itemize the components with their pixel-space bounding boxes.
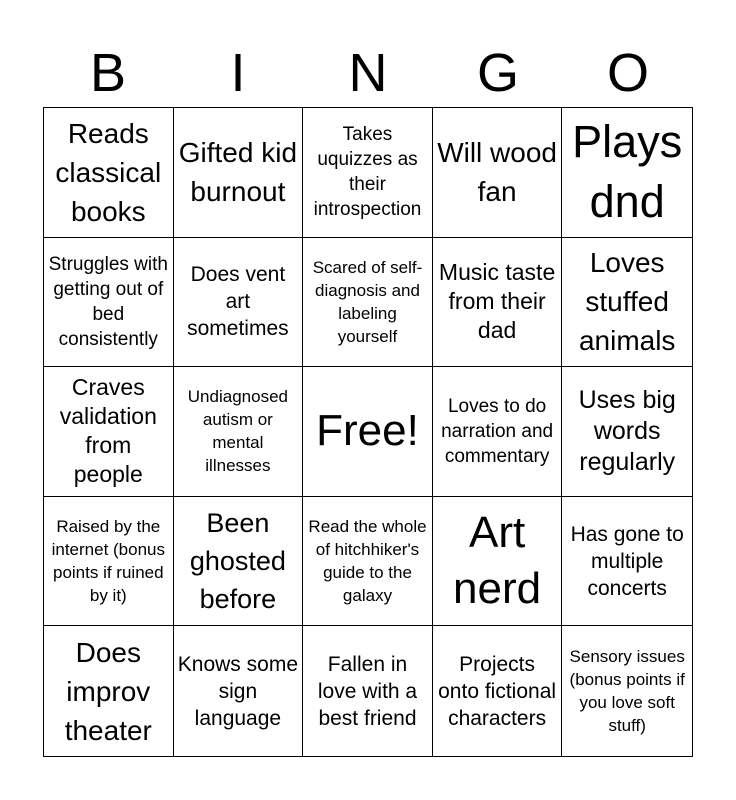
bingo-cell-2-1[interactable]: [44, 238, 174, 368]
bingo-cell-3-2[interactable]: [174, 367, 304, 497]
header-letter-b: B: [89, 43, 127, 103]
cell-text: Been ghosted before: [189, 508, 286, 615]
cell-text: Sensory issues (bonus points if you love soft stuff): [569, 647, 685, 736]
cell-text: Uses big words regularly: [578, 385, 676, 476]
bingo-cell-4-2[interactable]: [174, 497, 304, 627]
cell-text: Art nerd: [453, 508, 542, 614]
cell-text: Does vent art sometimes: [187, 263, 289, 341]
bingo-board: [43, 107, 693, 757]
bingo-cell-5-2[interactable]: [174, 626, 304, 756]
bingo-cell-2-3[interactable]: [303, 238, 433, 368]
cell-text: Loves to do narration and commentary: [441, 395, 554, 467]
bingo-cell-1-2[interactable]: [174, 108, 304, 238]
bingo-cell-1-4[interactable]: [433, 108, 563, 238]
header-letter-i: I: [230, 43, 246, 103]
cell-text: Gifted kid burnout: [178, 137, 298, 208]
header-letter-o: O: [606, 43, 649, 103]
cell-text: Fallen in love with a best friend: [317, 652, 418, 730]
cell-text: Does improv theater: [64, 636, 152, 746]
bingo-cell-4-1[interactable]: [44, 497, 174, 627]
bingo-cell-1-3[interactable]: [303, 108, 433, 238]
cell-text: Raised by the internet (bonus points if ruined by it): [51, 517, 165, 606]
bingo-cell-5-4[interactable]: [433, 626, 563, 756]
bingo-cell-3-5[interactable]: [562, 367, 692, 497]
bingo-cell-4-5[interactable]: [562, 497, 692, 627]
bingo-cell-2-2[interactable]: [174, 238, 304, 368]
bingo-cell-5-5[interactable]: [562, 626, 692, 756]
bingo-header: [43, 40, 693, 106]
cell-text: Reads classical books: [55, 117, 162, 227]
cell-text: Read the whole of hitchhiker's guide to the galaxy: [308, 517, 427, 606]
bingo-cell-5-3[interactable]: [303, 626, 433, 756]
bingo-cell-3-1[interactable]: [44, 367, 174, 497]
bingo-cell-4-4[interactable]: [433, 497, 563, 627]
bingo-cell-5-1[interactable]: [44, 626, 174, 756]
bingo-cell-2-4[interactable]: [433, 238, 563, 368]
cell-text: Projects onto fictional characters: [438, 652, 557, 730]
bingo-cell-1-1[interactable]: [44, 108, 174, 238]
cell-text: Takes uquizzes as their introspection: [313, 124, 422, 221]
bingo-cell-2-5[interactable]: [562, 238, 692, 368]
cell-text: Craves validation from people: [59, 374, 157, 488]
cell-text: Knows some sign language: [177, 652, 298, 730]
cell-text: Will wood fan: [437, 137, 557, 208]
bingo-cell-4-3[interactable]: [303, 497, 433, 627]
cell-text: Plays dnd: [572, 116, 683, 228]
free-space-text: Free!: [316, 406, 419, 456]
bingo-cell-3-3[interactable]: [303, 367, 433, 497]
cell-text: Struggles with getting out of bed consistently: [48, 253, 168, 350]
header-letter-g: G: [476, 43, 519, 103]
header-letter-n: N: [348, 43, 388, 103]
bingo-cell-3-4[interactable]: [433, 367, 563, 497]
cell-text: Scared of self-diagnosis and labeling yourself: [312, 257, 423, 346]
cell-text: Has gone to multiple concerts: [570, 522, 684, 600]
cell-text: Loves stuffed animals: [578, 247, 676, 357]
cell-text: Music taste from their dad: [438, 259, 556, 344]
bingo-cell-1-5[interactable]: [562, 108, 692, 238]
cell-text: Undiagnosed autism or mental illnesses: [187, 387, 288, 476]
